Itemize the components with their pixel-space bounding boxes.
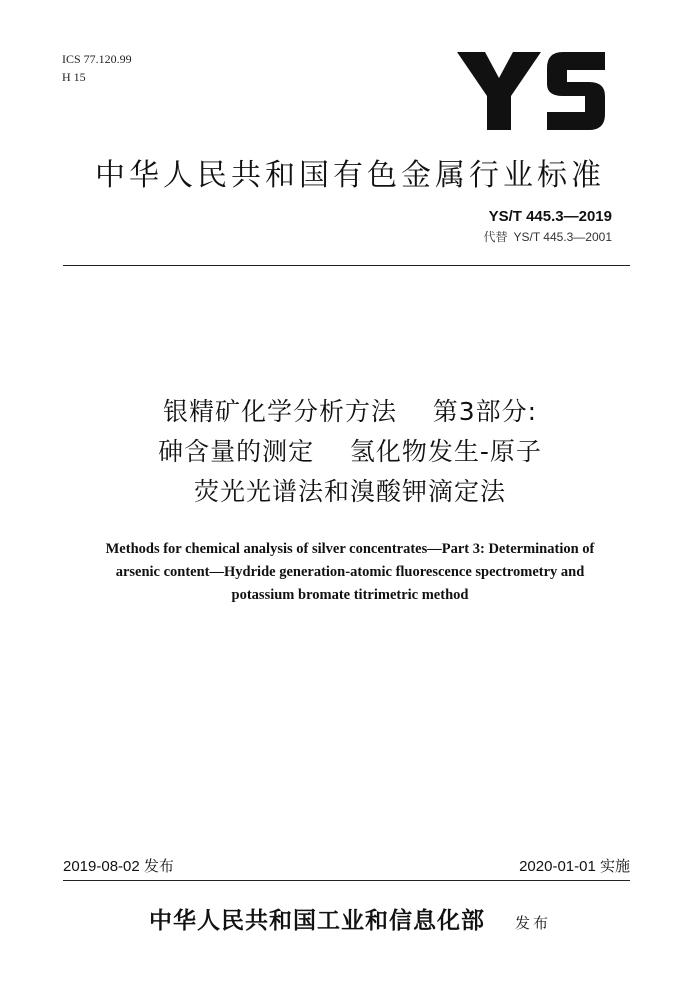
english-title xyxy=(40,538,660,607)
effective-date: 2020-01-01 实施 xyxy=(519,858,630,875)
classification-codes xyxy=(62,50,132,86)
issuer-line xyxy=(0,902,700,935)
header-divider xyxy=(63,265,630,266)
ys-logo xyxy=(455,38,615,138)
issuer-verb: 发布 xyxy=(514,914,551,932)
chinese-title-line-2: 砷含量的测定 氢化物发生-原子 xyxy=(158,437,542,466)
replaces-number: YS/T 445.3—2001 xyxy=(513,230,612,244)
issuer-name: 中华人民共和国工业和信息化部 xyxy=(148,907,485,934)
issue-date: 2019-08-02 发布 xyxy=(63,858,174,875)
chinese-title xyxy=(0,392,700,512)
english-title-line-3: potassium bromate titrimetric method xyxy=(231,587,469,603)
replaces-line xyxy=(483,228,612,245)
standard-number: YS/T 445.3—2019 xyxy=(488,208,612,225)
organization-title: 中华人民共和国有色金属行业标准 xyxy=(95,158,605,193)
ccs-code: H 15 xyxy=(62,70,86,84)
ys-logo-graphic xyxy=(455,38,615,138)
english-title-line-2: arsenic content—Hydride generation-atomic fluorescence spectrometry and xyxy=(115,564,585,580)
ics-code: ICS 77.120.99 xyxy=(62,52,132,66)
footer-divider xyxy=(63,880,630,881)
standard-number-block xyxy=(483,208,612,245)
replaces-label: 代替 xyxy=(483,230,508,244)
chinese-title-line-3: 荧光光谱法和溴酸钾滴定法 xyxy=(193,477,506,506)
english-title-line-1: Methods for chemical analysis of silver concentrates—Part 3: Determination of xyxy=(105,541,595,557)
chinese-title-line-1: 银精矿化学分析方法 第3部分: xyxy=(162,397,538,426)
